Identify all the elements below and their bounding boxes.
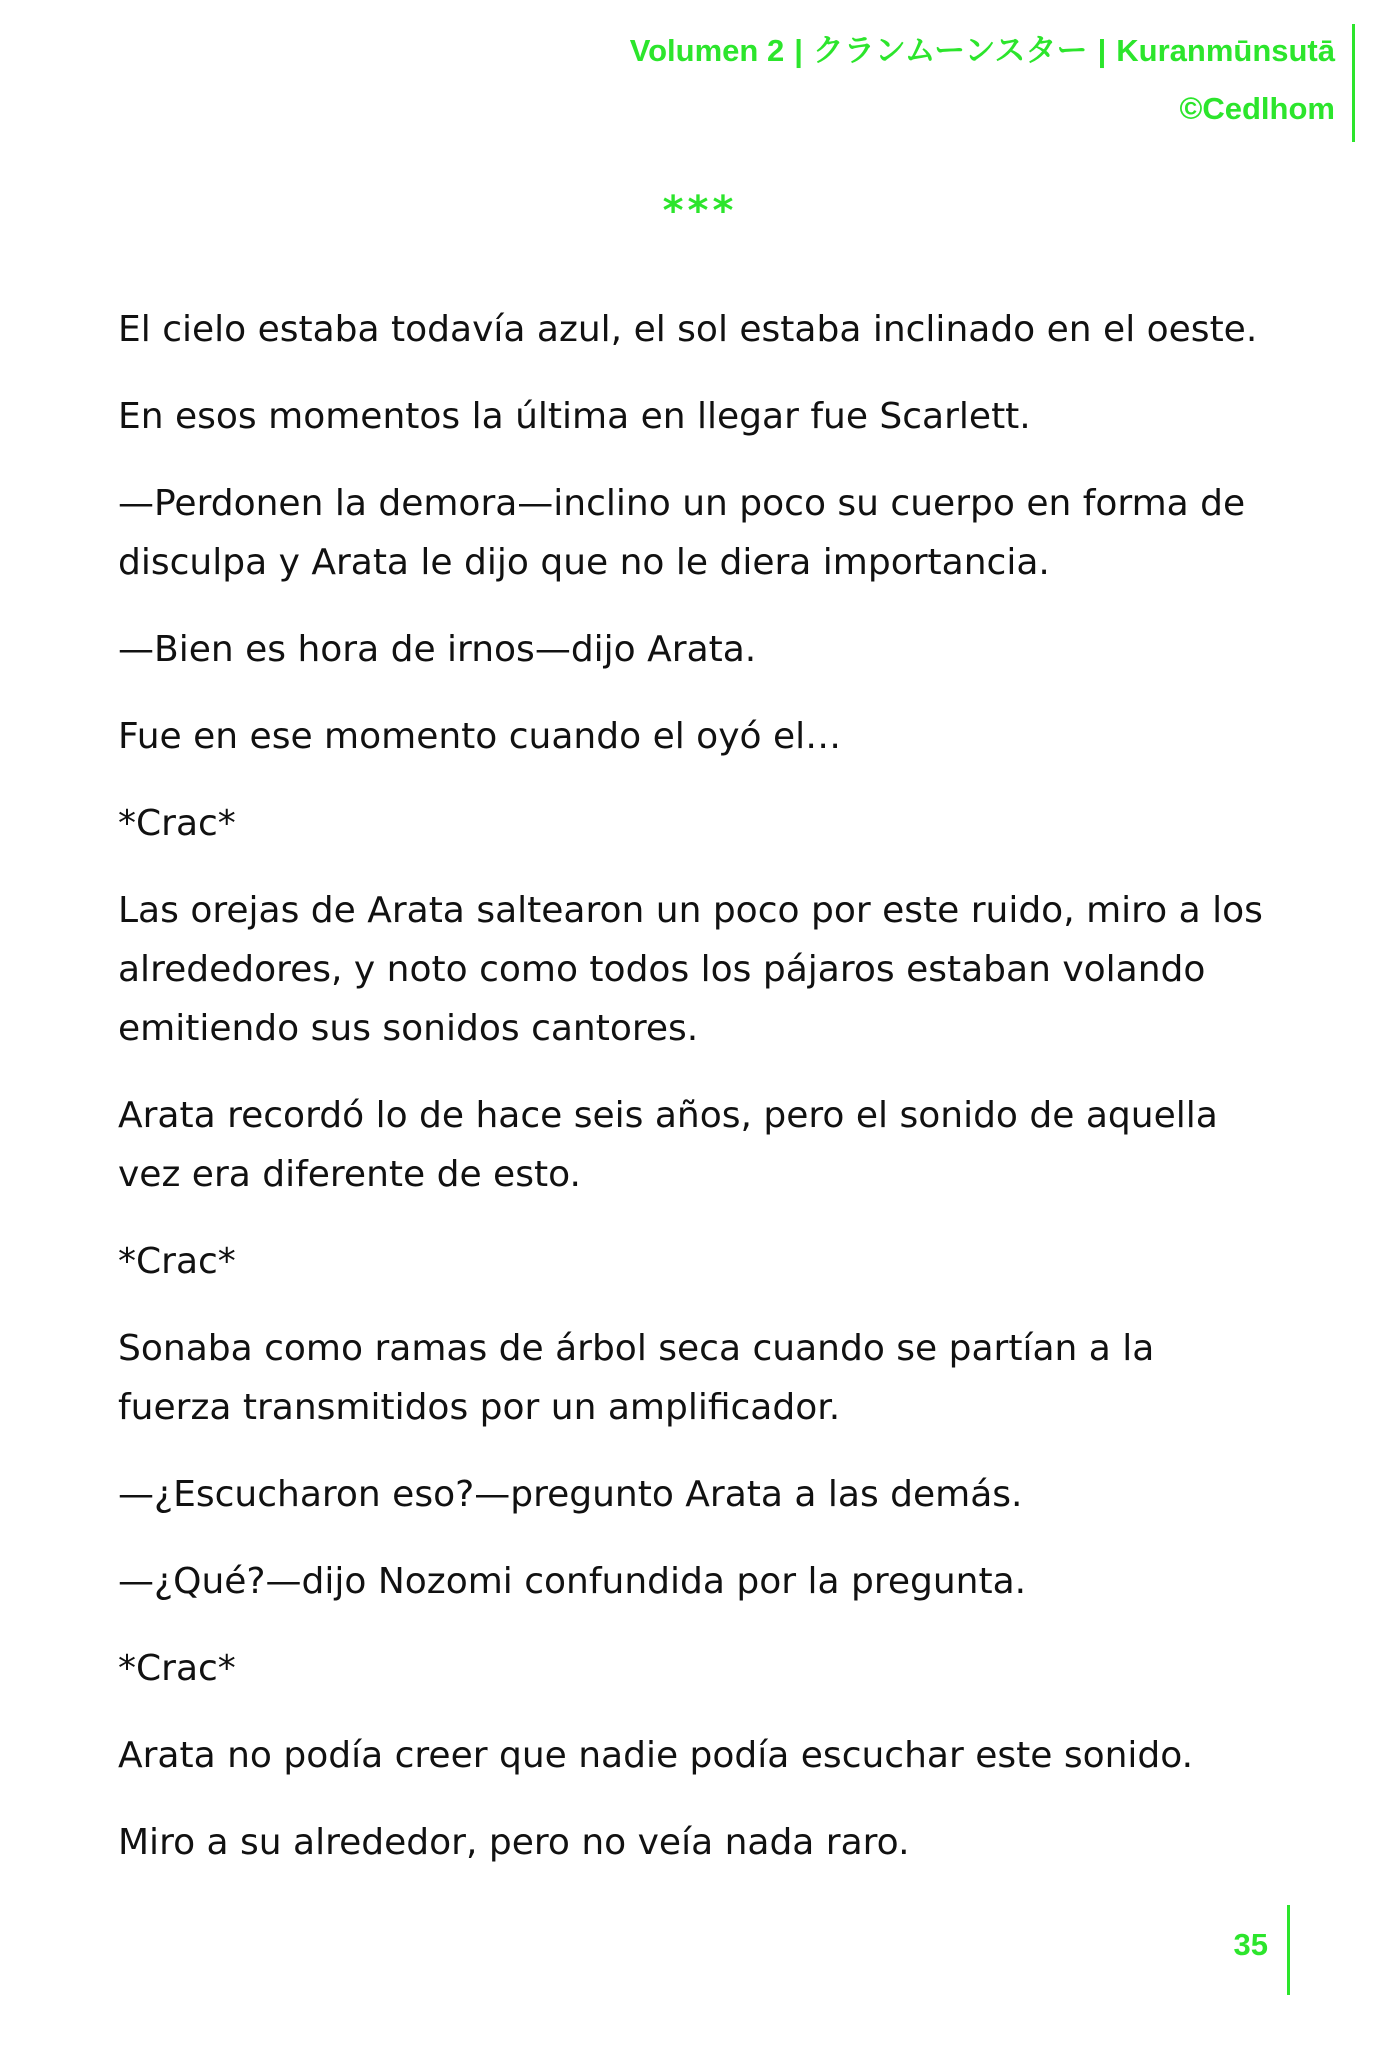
japanese-title: クランムーンスター bbox=[812, 33, 1088, 68]
scene-break: *** bbox=[662, 188, 738, 234]
header-separator-2: | bbox=[1097, 33, 1107, 68]
paragraph: *Crac* bbox=[118, 803, 236, 844]
paragraph: —Perdonen la demora—inclino un poco su cuerpo en forma de disculpa y Arata le dijo que no le diera importancia. bbox=[118, 483, 1246, 583]
paragraph: *Crac* bbox=[118, 1241, 236, 1282]
header-text bbox=[630, 22, 1335, 138]
chapter-body bbox=[118, 300, 1278, 1900]
paragraph: —¿Qué?—dijo Nozomi confundida por la pregunta. bbox=[118, 1561, 1027, 1602]
romanized-title: Kuranmūnsutā bbox=[1116, 33, 1335, 68]
copyright-line bbox=[630, 80, 1335, 138]
paragraph: —Bien es hora de irnos—dijo Arata. bbox=[118, 629, 757, 670]
page-footer bbox=[1090, 1905, 1290, 1997]
footer-vertical-rule bbox=[1287, 1905, 1290, 1995]
header-title-line bbox=[630, 22, 1335, 80]
paragraph: —¿Escucharon eso?—pregunto Arata a las demás. bbox=[118, 1474, 1023, 1515]
page-header bbox=[455, 22, 1355, 144]
paragraph: Fue en ese momento cuando el oyó el… bbox=[118, 716, 842, 757]
paragraph: Arata no podía creer que nadie podía escuchar este sonido. bbox=[118, 1735, 1194, 1776]
paragraph: Sonaba como ramas de árbol seca cuando se partían a la fuerza transmitidos por un amplificador. bbox=[118, 1328, 1155, 1428]
volume-label: Volumen 2 bbox=[629, 33, 785, 68]
paragraph: Miro a su alrededor, pero no veía nada raro. bbox=[118, 1822, 910, 1863]
header-separator-1: | bbox=[794, 33, 803, 68]
paragraph: Las orejas de Arata saltearon un poco por este ruido, miro a los alrededores, y noto como todos los pájaros estaban volando emitiendo sus sonidos cantores. bbox=[118, 890, 1263, 1049]
page-number: 35 bbox=[1233, 1927, 1268, 1962]
copyright-label: ©Cedlhom bbox=[1179, 91, 1335, 126]
paragraph: El cielo estaba todavía azul, el sol estaba inclinado en el oeste. bbox=[118, 309, 1258, 350]
header-vertical-rule bbox=[1352, 24, 1355, 142]
paragraph: *Crac* bbox=[118, 1648, 236, 1689]
paragraph: Arata recordó lo de hace seis años, pero el sonido de aquella vez era diferente de esto. bbox=[118, 1095, 1218, 1195]
paragraph: En esos momentos la última en llegar fue Scarlett. bbox=[118, 396, 1031, 437]
